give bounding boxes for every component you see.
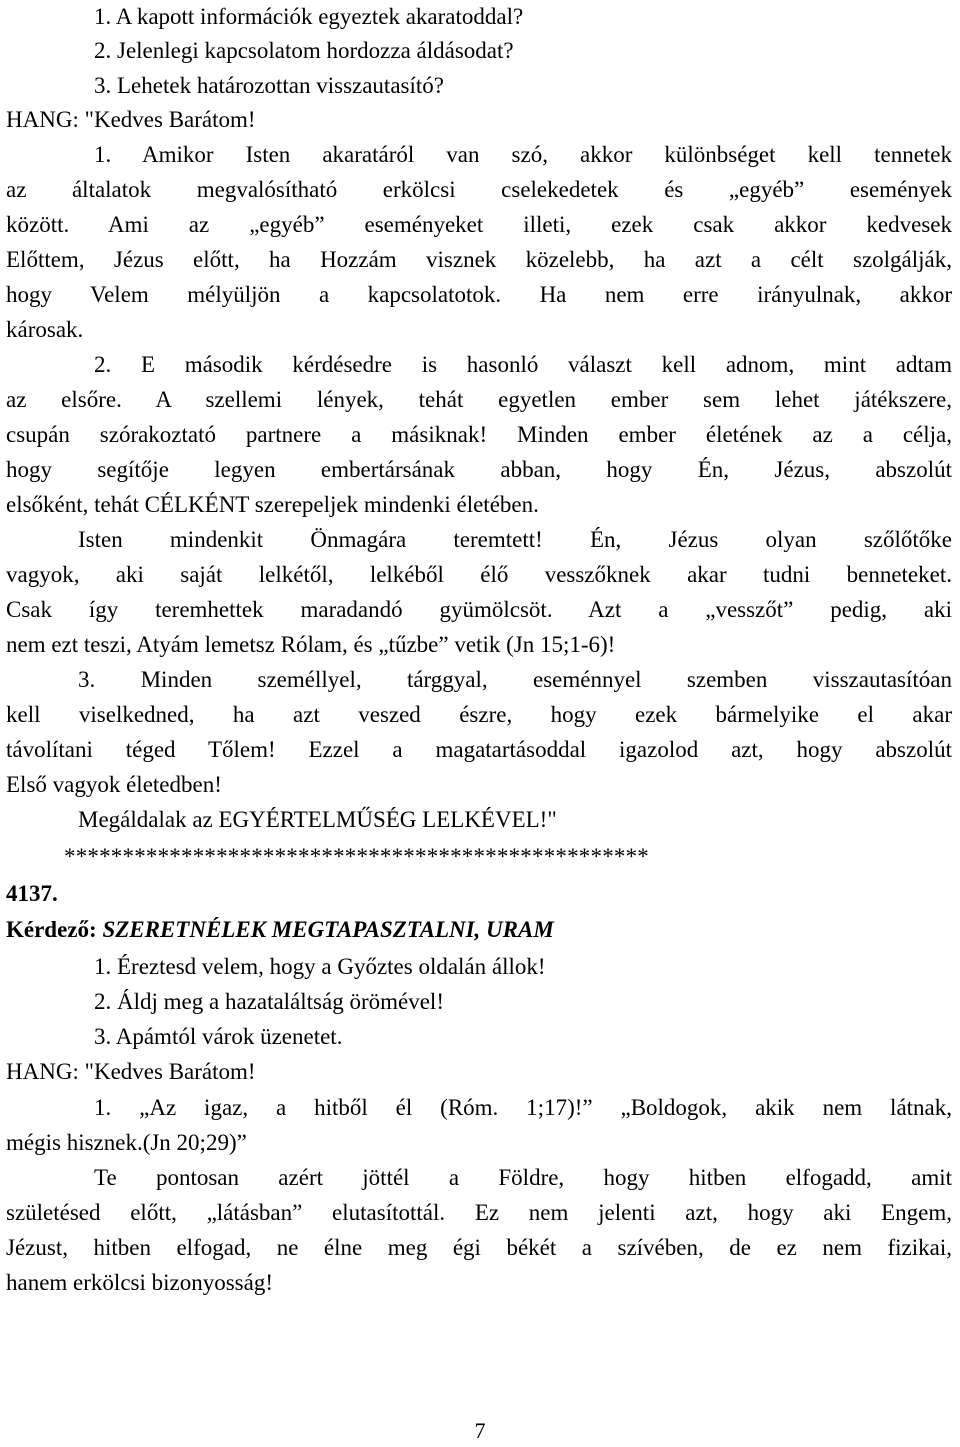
text-line: nem ezt teszi, Atyám lemetsz Rólam, és „tűzbe” vetik (Jn 15;1-6)! (6, 632, 616, 657)
speaker-heading: HANG: "Kedves Barátom! (6, 1059, 256, 1084)
text-line: 1. Éreztesd velem, hogy a Győztes oldalán állok! (94, 954, 546, 979)
text-line: elsőként, tehát CÉLKÉNT szerepeljek mindenki életében. (6, 492, 539, 517)
text-line: Csak így teremhettek maradandó gyümölcsöt. Azt a „vesszőt” pedig, aki (6, 597, 952, 622)
text-line: hanem erkölcsi bizonyosság! (6, 1270, 273, 1295)
text-line: 1. „Az igaz, a hitből él (Róm. 1;17)!” „Boldogok, akik nem látnak, (94, 1095, 952, 1120)
text-line: az általatok megvalósítható erkölcsi cselekedetek és „egyéb” események (6, 177, 952, 202)
speaker-heading: HANG: "Kedves Barátom! (6, 107, 256, 132)
text-line: Te pontosan azért jöttél a Földre, hogy hitben elfogadd, amit (94, 1165, 952, 1190)
text-line: 2. Jelenlegi kapcsolatom hordozza áldásodat? (94, 38, 514, 63)
question-title: SZERETNÉLEK MEGTAPASZTALNI, URAM (102, 917, 554, 942)
page-number: 7 (474, 1418, 486, 1443)
text-line: Megáldalak az EGYÉRTELMŰSÉG LELKÉVEL!" (78, 807, 557, 832)
text-line: az elsőre. A szellemi lények, tehát egyetlen ember sem lehet játékszere, (6, 387, 952, 412)
text-line: születésed előtt, „látásban” elutasítottál. Ez nem jelenti azt, hogy aki Engem, (6, 1200, 952, 1225)
separator-stars: ************************************************** (64, 844, 649, 869)
text-line: 2. E második kérdésedre is hasonló választ kell adnom, mint adtam (94, 352, 952, 377)
text-line: károsak. (6, 317, 84, 342)
text-line: 3. Lehetek határozottan visszautasító? (94, 73, 444, 98)
text-line: kell viselkedned, ha azt veszed észre, hogy ezek bármelyike el akar (6, 702, 952, 727)
text-line: hogy segítője legyen embertársának abban, hogy Én, Jézus, abszolút (6, 457, 952, 482)
message-number: 4137. (6, 881, 58, 906)
text-line: között. Ami az „egyéb” eseményeket illeti, ezek csak akkor kedvesek (6, 212, 952, 237)
text-line: 3. Apámtól várok üzenetet. (94, 1024, 343, 1049)
text-line: 3. Minden személlyel, tárggyal, eseménnyel szemben visszautasítóan (78, 667, 952, 692)
text-line: hogy Velem mélyüljön a kapcsolatotok. Ha nem erre irányulnak, akkor (6, 282, 952, 307)
text-line: mégis hisznek.(Jn 20;29)” (6, 1130, 247, 1155)
text-line: távolítani téged Tőlem! Ezzel a magatartásoddal igazolod azt, hogy abszolút (6, 737, 952, 762)
text-line: Jézust, hitben elfogad, ne élne meg égi békét a szívében, de ez nem fizikai, (6, 1235, 952, 1260)
questioner-label: Kérdező: (6, 917, 97, 942)
text-line: Első vagyok életedben! (6, 772, 222, 797)
text-line: 2. Áldj meg a hazataláltság örömével! (94, 989, 444, 1014)
text-line: vagyok, aki saját lelkétől, lelkéből élő vesszőknek akar tudni benneteket. (6, 562, 952, 587)
text-line: 1. Amikor Isten akaratáról van szó, akkor különbséget kell tennetek (94, 142, 952, 167)
text-line: 1. A kapott információk egyeztek akaratoddal? (94, 4, 524, 29)
questioner-line (6, 913, 954, 947)
text-line: Előttem, Jézus előtt, ha Hozzám visznek közelebb, ha azt a célt szolgálják, (6, 247, 952, 272)
text-line: csupán szórakoztató partnere a másiknak! Minden ember életének az a célja, (6, 422, 952, 447)
text-line: Isten mindenkit Önmagára teremtett! Én, Jézus olyan szőlőtőke (78, 527, 952, 552)
